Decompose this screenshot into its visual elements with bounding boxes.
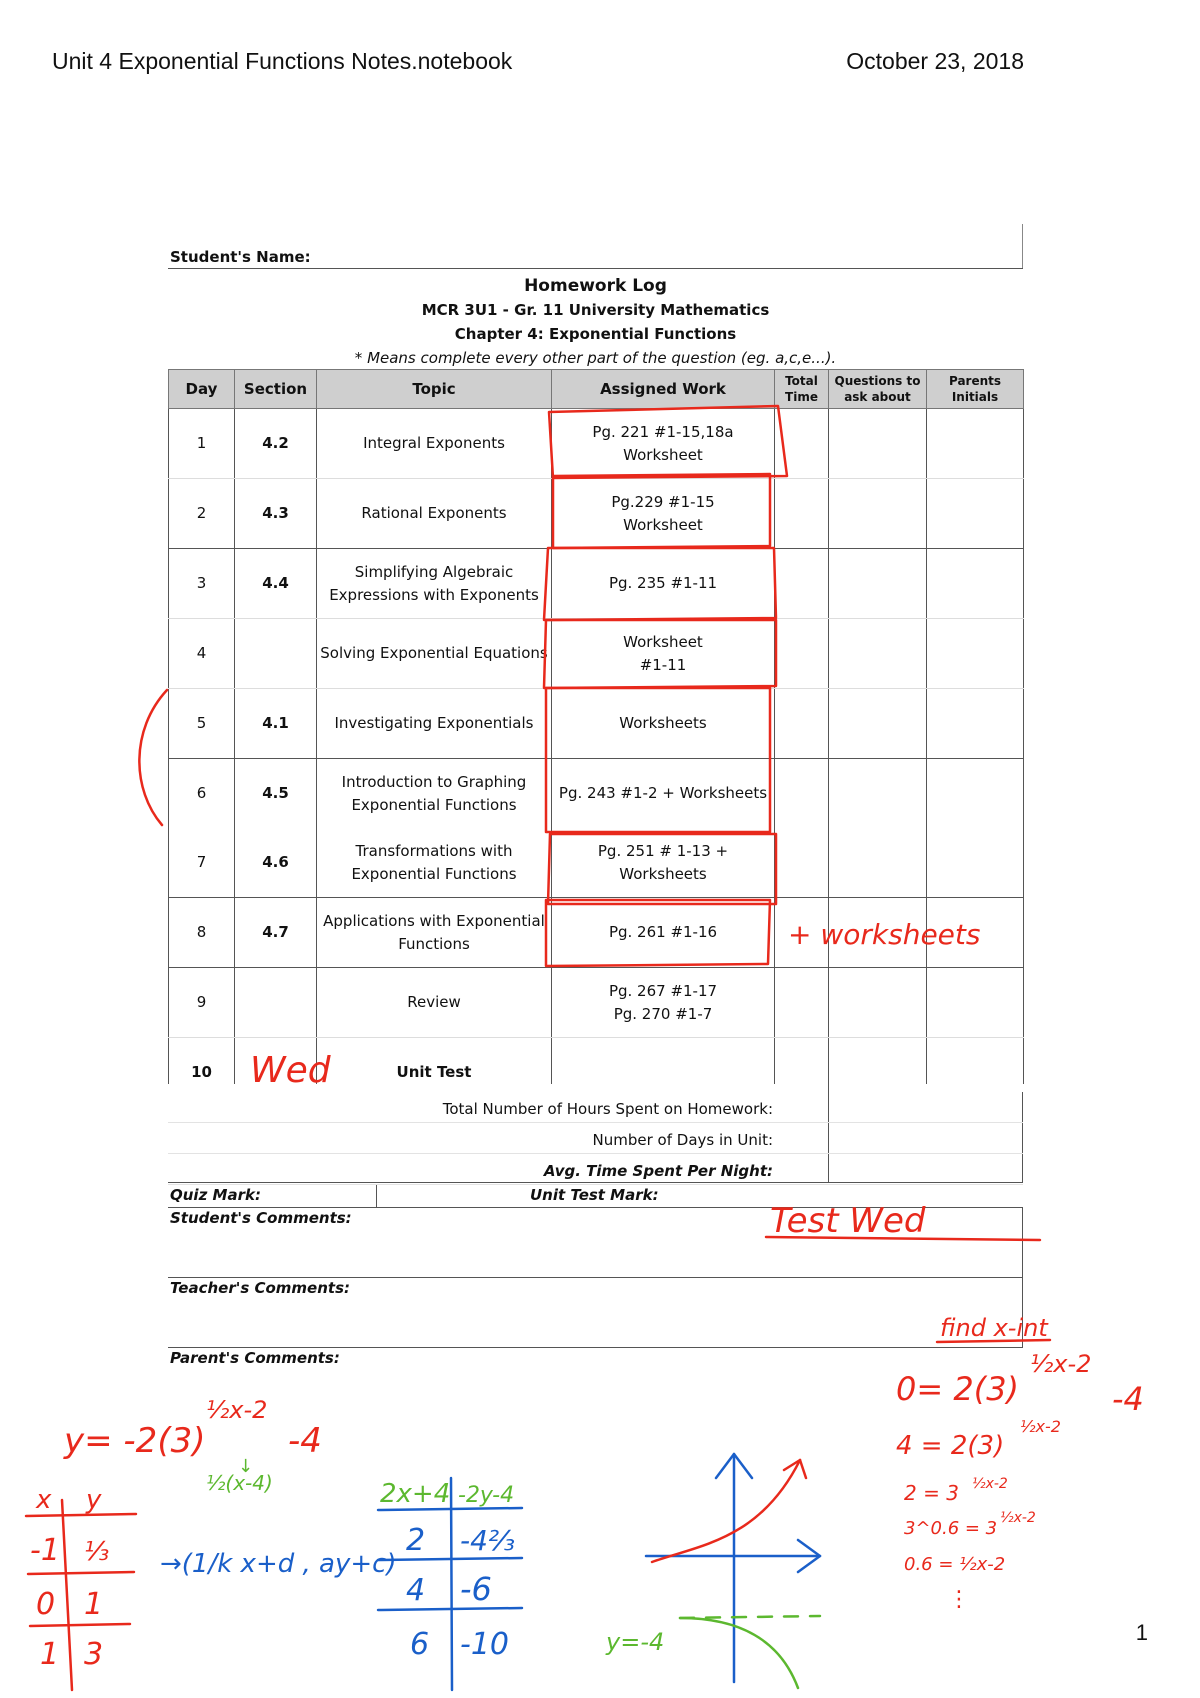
col-assigned: Assigned Work <box>552 370 775 409</box>
col-parents: Parents Initials <box>927 370 1024 409</box>
teacher-comments: Teacher's Comments: <box>168 1277 1023 1348</box>
hw-mapping-rule: →(1/k x+d , ay+c) <box>160 1549 397 1579</box>
hw-step-3: 2 = 3 <box>904 1481 959 1505</box>
table-cell: Unit Test <box>317 1038 552 1085</box>
hw-table-cell: 0 <box>36 1587 56 1622</box>
hw-plus-worksheets: + worksheets <box>788 918 981 951</box>
hw-step-1-tail: -4 <box>1112 1380 1144 1418</box>
days-in-unit-row: Number of Days in Unit: <box>168 1123 1023 1154</box>
table-cell: Worksheet #1-11 <box>552 619 775 689</box>
table-cell: 4.7 <box>235 898 317 968</box>
hw-table-cell: 1 <box>40 1637 60 1672</box>
table-cell: 6 <box>169 759 235 829</box>
table-cell: 1 <box>169 409 235 479</box>
hw-blue-cell: 4 <box>406 1573 426 1608</box>
table-cell: Pg. 251 # 1-13 + Worksheets <box>552 828 775 898</box>
table-cell: 4.5 <box>235 759 317 829</box>
hw-arrow: ↓ <box>238 1456 254 1477</box>
hw-test-wed: Test Wed <box>770 1201 926 1241</box>
hw-step-2-exp: ½x-2 <box>1020 1417 1061 1436</box>
table-cell: 10 <box>169 1038 235 1085</box>
student-name-label: Student's Name: <box>170 248 311 266</box>
hw-table-cell: ⅓ <box>84 1537 110 1567</box>
table-cell: 4.1 <box>235 689 317 759</box>
table-cell: 4.2 <box>235 409 317 479</box>
table-cell: 5 <box>169 689 235 759</box>
table-cell: 4 <box>169 619 235 689</box>
course-title: MCR 3U1 - Gr. 11 University Mathematics <box>421 301 770 319</box>
hw-step-1-exp: ½x-2 <box>1030 1350 1092 1378</box>
hw-blue-cell: -10 <box>460 1627 509 1662</box>
hw-equation: y= -2(3) <box>64 1421 206 1461</box>
hw-half-paren: ½(x-4) <box>206 1471 273 1495</box>
hw-equation-tail: -4 <box>288 1421 322 1461</box>
notebook-date: October 23, 2018 <box>846 48 1024 74</box>
notebook-title: Unit 4 Exponential Functions Notes.notebook <box>52 48 513 74</box>
hw-find-xint: find x-int <box>940 1314 1048 1342</box>
note-text: * Means complete every other part of the question (eg. a,c,e...). <box>354 349 837 367</box>
col-day: Day <box>169 370 235 409</box>
table-cell: 8 <box>169 898 235 968</box>
table-cell: Transformations with Exponential Functions <box>317 828 552 898</box>
hw-blue-cell: 6 <box>410 1627 430 1662</box>
table-cell: Introduction to Graphing Exponential Functions <box>317 759 552 829</box>
parent-comments: Parent's Comments: <box>170 1349 340 1367</box>
hw-blue-cell: -6 <box>460 1570 492 1608</box>
table-cell: 3 <box>169 549 235 619</box>
table-cell: Simplifying Algebraic Expressions with Exponents <box>317 549 552 619</box>
table-cell: 7 <box>169 828 235 898</box>
student-comments: Student's Comments: <box>168 1207 1023 1278</box>
hw-step-2: 4 = 2(3) <box>896 1431 1005 1461</box>
table-cell: Rational Exponents <box>317 479 552 549</box>
hw-equation-exponent: ½x-2 <box>206 1396 268 1424</box>
col-section: Section <box>235 370 317 409</box>
table-cell: Applications with Exponential Functions <box>317 898 552 968</box>
table-cell: Pg.229 #1-15 Worksheet <box>552 479 775 549</box>
hw-step-1: 0= 2(3) <box>896 1370 1020 1408</box>
table-cell: Solving Exponential Equations <box>317 619 552 689</box>
hw-blue-head-1: 2x+4 <box>380 1479 451 1509</box>
hw-table-x: x <box>36 1485 52 1515</box>
hw-step-3-exp: ½x-2 <box>972 1476 1008 1492</box>
table-cell: Worksheets <box>552 689 775 759</box>
col-total-time: Total Time <box>775 370 829 409</box>
avg-time-row: Avg. Time Spent Per Night: <box>168 1154 1023 1185</box>
table-cell: Pg. 267 #1-17 Pg. 270 #1-7 <box>552 968 775 1038</box>
page-number: 1 <box>1135 1620 1148 1645</box>
table-cell: Investigating Exponentials <box>317 689 552 759</box>
table-cell: 4.6 <box>235 828 317 898</box>
hw-blue-cell: -4⅔ <box>460 1524 516 1557</box>
col-questions: Questions to ask about <box>829 370 927 409</box>
hw-table-cell: 1 <box>84 1587 104 1622</box>
hw-step-4-exp: ½x-2 <box>1000 1510 1036 1526</box>
table-cell: Pg. 261 #1-16 <box>552 898 775 968</box>
hw-blue-head-2: -2y-4 <box>458 1483 515 1508</box>
log-title: Homework Log <box>524 276 667 296</box>
table-cell: Pg. 235 #1-11 <box>552 549 775 619</box>
table-cell: Pg. 243 #1-2 + Worksheets <box>552 759 775 829</box>
table-cell: 4.4 <box>235 549 317 619</box>
table-cell: 4.3 <box>235 479 317 549</box>
hw-asymptote-label: y=-4 <box>606 1628 665 1656</box>
hw-dots: ⋮ <box>948 1587 970 1612</box>
quiz-mark-label: Quiz Mark: <box>170 1186 261 1204</box>
hw-table-cell: 3 <box>84 1637 104 1672</box>
table-cell: Pg. 221 #1-15,18a Worksheet <box>552 409 775 479</box>
hw-step-4: 3^0.6 = 3 <box>904 1518 998 1539</box>
unit-test-mark-label: Unit Test Mark: <box>530 1186 659 1204</box>
table-cell: Integral Exponents <box>317 409 552 479</box>
hw-wed: Wed <box>250 1050 331 1091</box>
col-topic: Topic <box>317 370 552 409</box>
total-hours-row: Total Number of Hours Spent on Homework: <box>168 1092 1023 1123</box>
hw-table-cell: -1 <box>30 1533 60 1568</box>
sketch-graph <box>646 1454 820 1688</box>
hw-table-y: y <box>86 1485 102 1515</box>
chapter-title: Chapter 4: Exponential Functions <box>454 325 737 343</box>
table-cell: 2 <box>169 479 235 549</box>
table-cell: 9 <box>169 968 235 1038</box>
hw-blue-cell: 2 <box>406 1523 426 1558</box>
table-cell: Review <box>317 968 552 1038</box>
hw-step-5: 0.6 = ½x-2 <box>904 1554 1006 1575</box>
